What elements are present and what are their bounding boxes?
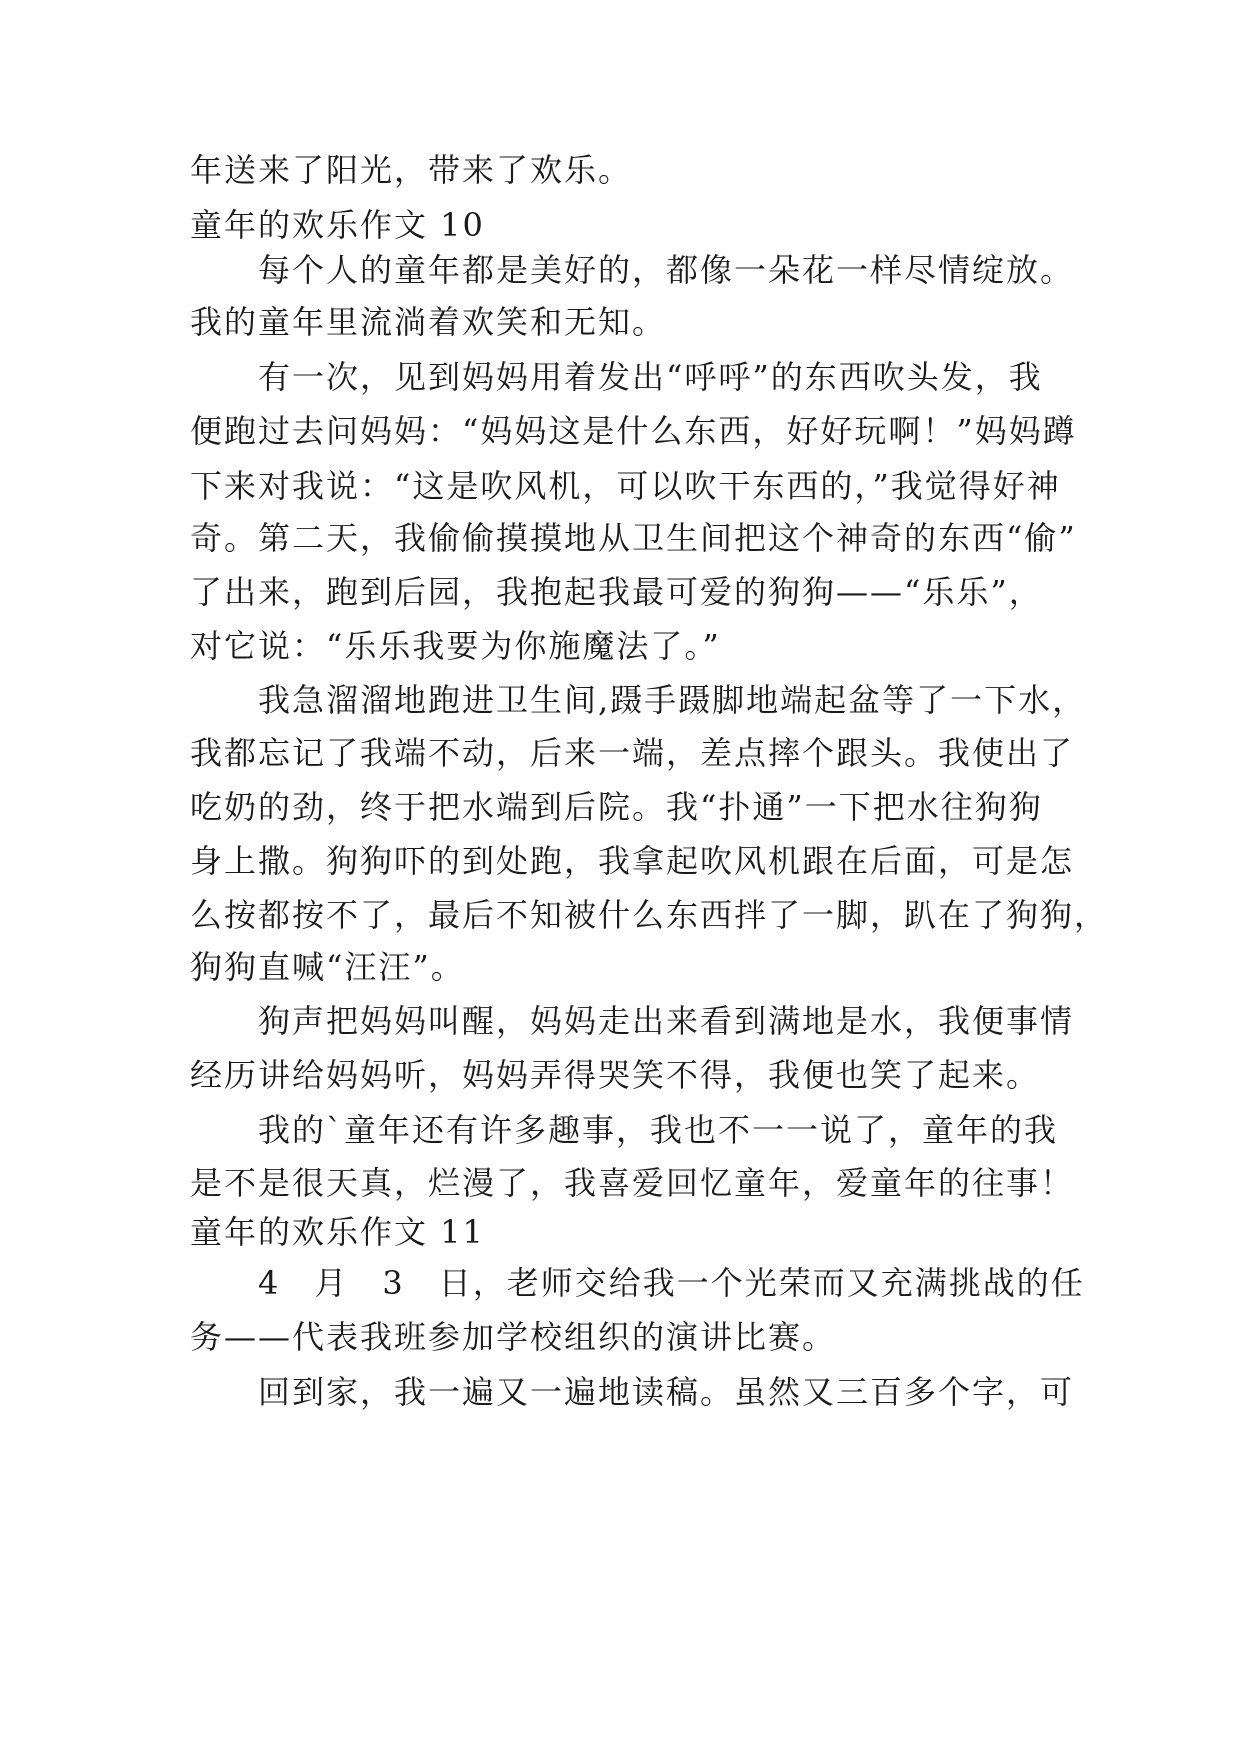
paragraph-line: 狗声把妈妈叫醒，妈妈走出来看到满地是水，我便事情 — [258, 1002, 1075, 1040]
paragraph-line: 我的童年里流淌着欢笑和无知。 — [190, 303, 667, 341]
paragraph-line: 身上撒。狗狗吓的到处跑，我拿起吹风机跟在后面，可是怎 — [190, 842, 1075, 880]
paragraph-line: 狗狗直喊“汪汪”。 — [190, 948, 465, 986]
paragraph-line: 经历讲给妈妈听，妈妈弄得哭笑不得，我便也笑了起来。 — [190, 1056, 1041, 1094]
paragraph-line: 我都忘记了我端不动，后来一端，差点摔个跟头。我使出了 — [190, 734, 1075, 772]
paragraph-line: 吃奶的劲，终于把水端到后院。我“扑通”一下把水往狗狗 — [190, 788, 1043, 826]
section-heading: 童年的欢乐作文 11 — [190, 1213, 485, 1251]
paragraph-line: 是不是很天真，烂漫了，我喜爱回忆童年，爱童年的往事！ — [190, 1164, 1075, 1202]
paragraph-line: 4 月 3 日，老师交给我一个光荣而又充满挑战的任 — [258, 1264, 1085, 1302]
paragraph-line: 我急溜溜地跑进卫生间,蹑手蹑脚地端起盆等了一下水， — [258, 681, 1087, 719]
paragraph-line: 了出来，跑到后园，我抱起我最可爱的狗狗——“乐乐”， — [190, 573, 1043, 611]
paragraph-line: 务——代表我班参加学校组织的演讲比赛。 — [190, 1318, 837, 1356]
paragraph-line: 年送来了阳光，带来了欢乐。 — [190, 151, 633, 189]
section-heading: 童年的欢乐作文 10 — [190, 206, 485, 244]
paragraph-line: 对它说：“乐乐我要为你施魔法了。” — [190, 627, 721, 665]
paragraph-line: 每个人的童年都是美好的，都像一朵花一样尽情绽放。 — [258, 251, 1075, 289]
paragraph-line: 我的`童年还有许多趣事，我也不一一说了，童年的我 — [258, 1111, 1059, 1149]
paragraph-line: 下来对我说：“这是吹风机，可以吹干东西的，”我觉得好神 — [190, 467, 1061, 505]
paragraph-line: 奇。第二天，我偷偷摸摸地从卫生间把这个神奇的东西“偷” — [190, 519, 1077, 557]
paragraph-line: 有一次，见到妈妈用着发出“呼呼”的东西吹头发，我 — [258, 358, 1043, 396]
paragraph-line: 么按都按不了，最后不知被什么东西拌了一脚，趴在了狗狗， — [190, 896, 1109, 934]
paragraph-line: 回到家，我一遍又一遍地读稿。虽然又三百多个字，可 — [258, 1373, 1075, 1411]
paragraph-line: 便跑过去问妈妈：“妈妈这是什么东西，好好玩啊！”妈妈蹲 — [190, 412, 1077, 450]
